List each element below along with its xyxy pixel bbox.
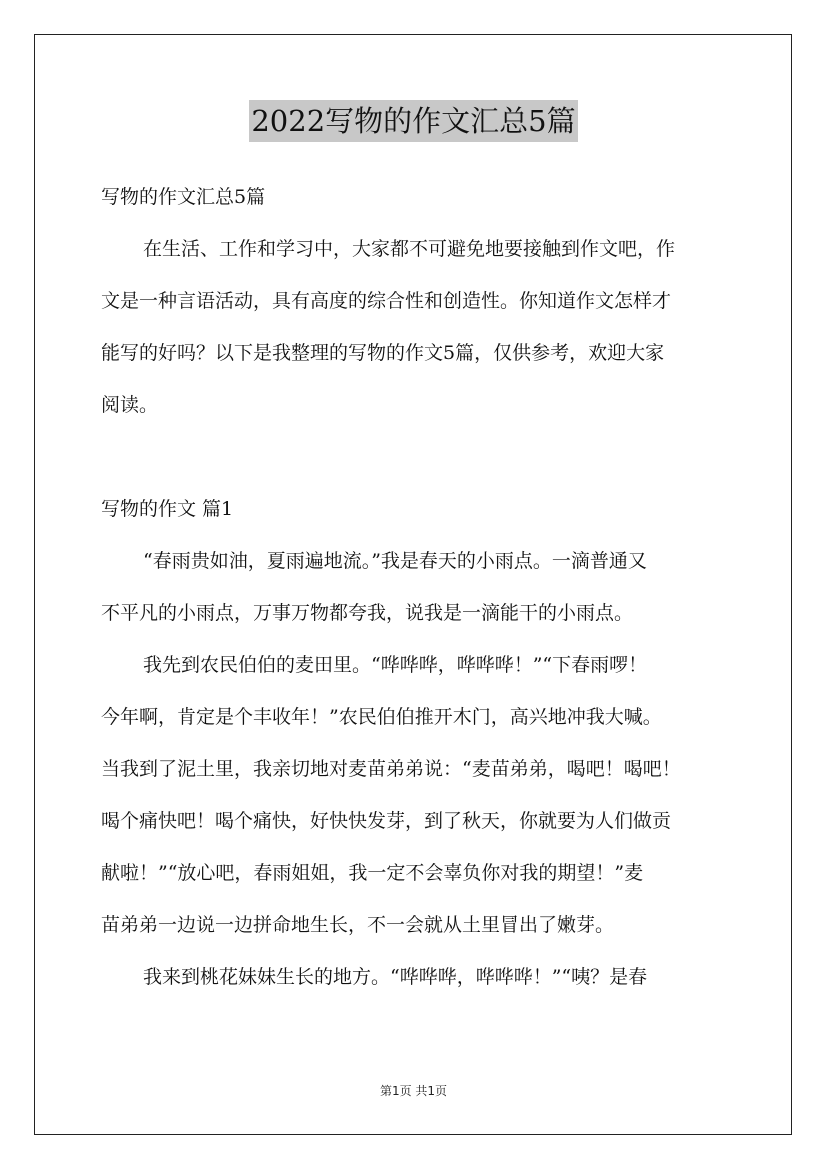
document-title: 2022写物的作文汇总5篇 bbox=[249, 100, 577, 142]
intro-line: 文是一种言语活动，具有高度的综合性和创造性。你知道作文怎样才 bbox=[101, 290, 672, 312]
paragraph-line: 今年啊，肯定是个丰收年！”农民伯伯推开木门，高兴地冲我大喊。 bbox=[101, 706, 662, 728]
paragraph-line: 不平凡的小雨点，万事万物都夸我，说我是一滴能干的小雨点。 bbox=[101, 602, 634, 624]
paragraph-line: 当我到了泥土里，我亲切地对麦苗弟弟说：“麦苗弟弟，喝吧！喝吧！ bbox=[101, 758, 681, 780]
intro-line: 阅读。 bbox=[101, 394, 159, 416]
paragraph-line: 喝个痛快吧！喝个痛快，好快快发芽，到了秋天，你就要为人们做贡 bbox=[101, 810, 672, 832]
section-heading: 写物的作文 篇1 bbox=[101, 498, 234, 520]
paragraph-line: 我来到桃花妹妹生长的地方。“哗哗哗，哗哗哗！”“咦？是春 bbox=[143, 966, 648, 988]
document-body bbox=[101, 171, 735, 1003]
paragraph-line: 献啦！”“放心吧，春雨姐姐，我一定不会辜负你对我的期望！”麦 bbox=[101, 862, 644, 884]
page-number-footer: 第1页 共1页 bbox=[379, 1084, 448, 1098]
intro-line: 能写的好吗？以下是我整理的写物的作文5篇，仅供参考，欢迎大家 bbox=[101, 342, 665, 364]
paragraph-line: “春雨贵如油，夏雨遍地流。”我是春天的小雨点。一滴普通又 bbox=[143, 550, 647, 572]
title-container bbox=[0, 100, 827, 142]
blank-line bbox=[101, 431, 735, 483]
paragraph-line: 苗弟弟一边说一边拼命地生长，不一会就从土里冒出了嫩芽。 bbox=[101, 914, 615, 936]
paragraph-line: 我先到农民伯伯的麦田里。“哗哗哗，哗哗哗！”“下春雨啰！ bbox=[143, 654, 648, 676]
document-subtitle: 写物的作文汇总5篇 bbox=[101, 186, 266, 208]
intro-line: 在生活、工作和学习中，大家都不可避免地要接触到作文吧，作 bbox=[143, 238, 676, 260]
